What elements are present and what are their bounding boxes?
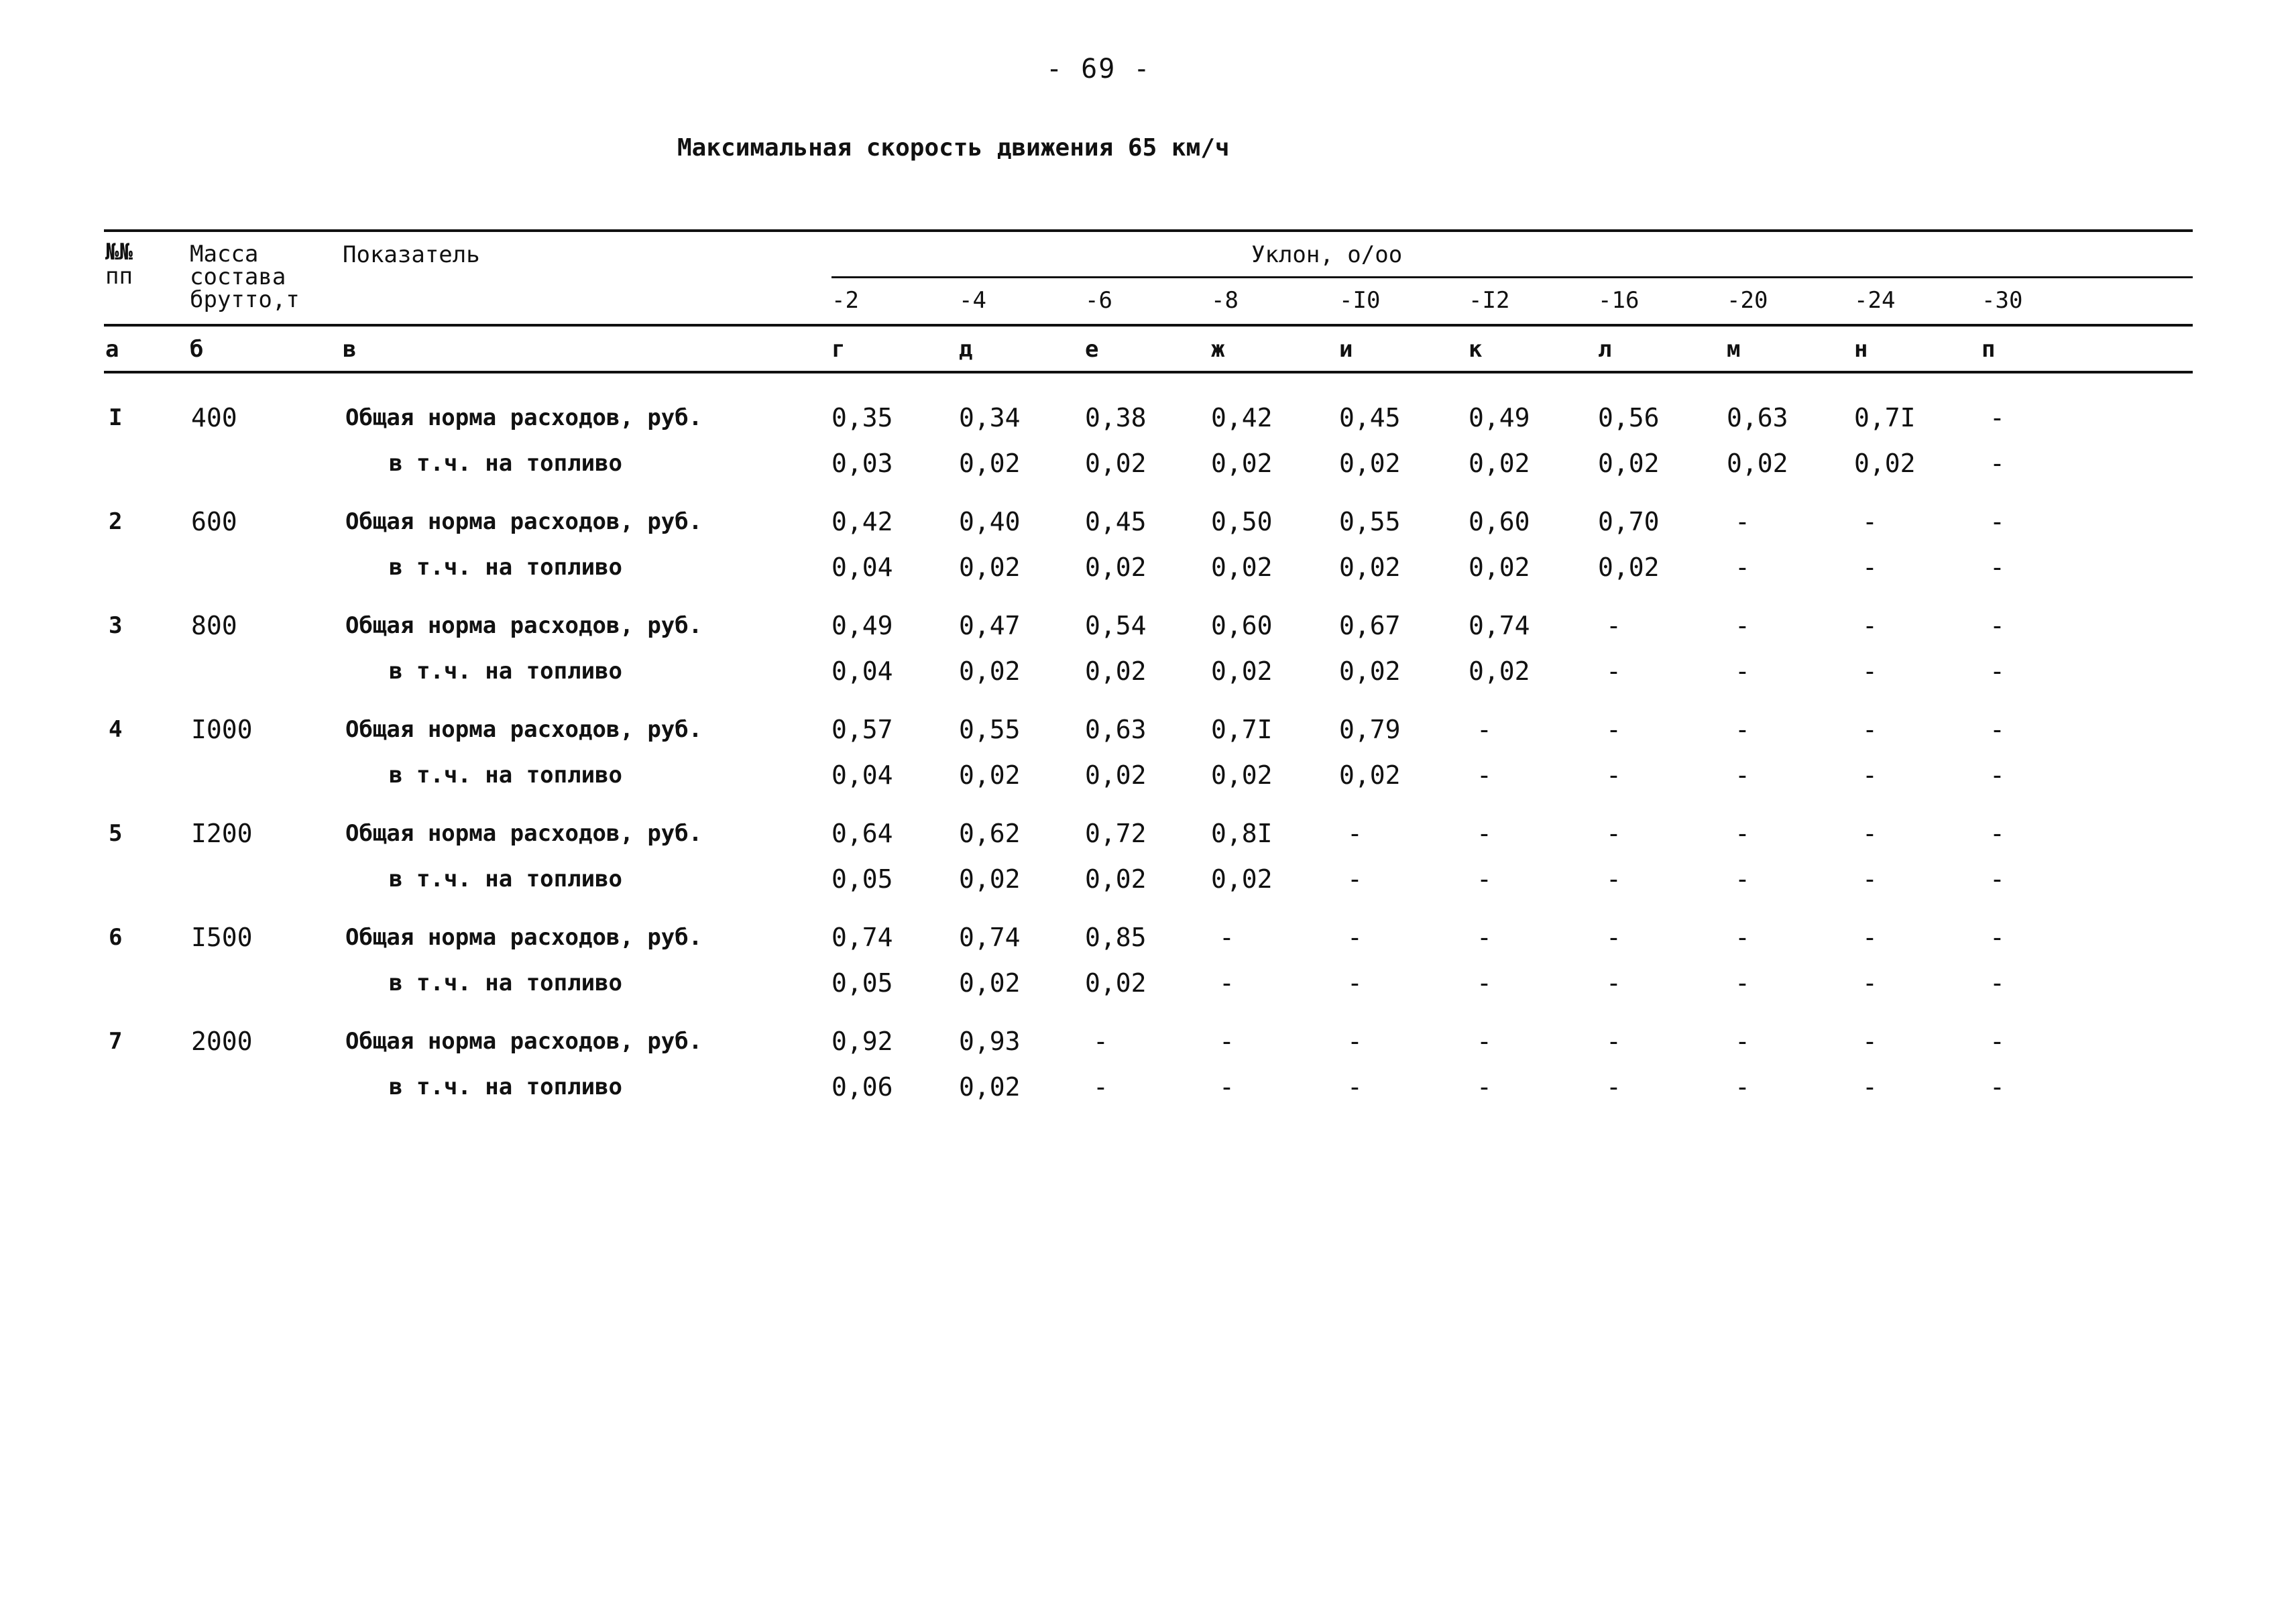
slope-header-9: -30 <box>1982 287 2023 314</box>
row-fuel-label: в т.ч. на топливо <box>389 970 622 996</box>
total-value: 0,67 <box>1339 611 1401 640</box>
total-value: 0,34 <box>959 403 1021 432</box>
fuel-value: 0,04 <box>831 553 893 582</box>
fuel-value: 0,02 <box>1469 553 1530 582</box>
total-value: - <box>1862 507 1878 536</box>
fuel-value: 0,02 <box>959 656 1021 686</box>
fuel-value: - <box>1219 968 1235 998</box>
total-value: - <box>1735 819 1750 848</box>
fuel-value: 0,05 <box>831 864 893 894</box>
row-fuel-label: в т.ч. на топливо <box>389 762 622 789</box>
fuel-value: 0,02 <box>1339 553 1401 582</box>
fuel-value: - <box>1606 968 1621 998</box>
row-fuel-label: в т.ч. на топливо <box>389 450 622 477</box>
total-value: - <box>1990 923 2005 952</box>
row-number: I <box>109 404 123 431</box>
fuel-value: - <box>1606 1072 1621 1102</box>
slope-header-5: -I2 <box>1469 287 1510 314</box>
total-value: 0,79 <box>1339 715 1401 744</box>
row-mass: 400 <box>191 403 237 432</box>
column-letter-9: л <box>1598 336 1612 363</box>
slope-header-8: -24 <box>1854 287 1896 314</box>
column-letter-6: ж <box>1211 336 1225 363</box>
fuel-value: - <box>1862 553 1878 582</box>
header-num: №№ пп <box>105 239 133 290</box>
fuel-value: 0,02 <box>1598 449 1660 478</box>
total-value: - <box>1990 403 2005 432</box>
total-value: 0,42 <box>1211 403 1273 432</box>
total-value: 0,55 <box>1339 507 1401 536</box>
total-value: - <box>1862 1027 1878 1056</box>
total-value: 0,35 <box>831 403 893 432</box>
total-value: 0,85 <box>1085 923 1147 952</box>
fuel-value: 0,02 <box>1211 864 1273 894</box>
row-total-label: Общая норма расходов, руб. <box>345 924 703 951</box>
total-value: 0,74 <box>1469 611 1530 640</box>
total-value: - <box>1990 715 2005 744</box>
total-value: - <box>1477 1027 1492 1056</box>
fuel-value: 0,02 <box>1085 449 1147 478</box>
row-fuel-label: в т.ч. на топливо <box>389 554 622 581</box>
row-total-label: Общая норма расходов, руб. <box>345 612 703 639</box>
fuel-value: 0,02 <box>1727 449 1788 478</box>
fuel-value: 0,02 <box>1085 864 1147 894</box>
fuel-value: - <box>1862 656 1878 686</box>
header-bottom-rule <box>104 324 2193 327</box>
column-letter-12: п <box>1982 336 1996 363</box>
total-value: 0,62 <box>959 819 1021 848</box>
total-value: - <box>1347 819 1363 848</box>
fuel-value: 0,02 <box>959 1072 1021 1102</box>
total-value: 0,49 <box>831 611 893 640</box>
total-value: 0,63 <box>1085 715 1147 744</box>
fuel-value: - <box>1735 1072 1750 1102</box>
column-letter-8: к <box>1469 336 1483 363</box>
fuel-value: 0,02 <box>959 864 1021 894</box>
fuel-value: 0,02 <box>1854 449 1916 478</box>
row-mass: 800 <box>191 611 237 640</box>
fuel-value: - <box>1606 760 1621 790</box>
row-number: 5 <box>109 820 123 847</box>
fuel-value: 0,02 <box>959 553 1021 582</box>
fuel-value: 0,04 <box>831 760 893 790</box>
fuel-value: 0,02 <box>1211 553 1273 582</box>
row-number: 7 <box>109 1028 123 1055</box>
fuel-value: 0,02 <box>1085 968 1147 998</box>
total-value: 0,42 <box>831 507 893 536</box>
fuel-value: - <box>1990 1072 2005 1102</box>
column-letter-2: в <box>343 336 357 363</box>
fuel-value: - <box>1862 968 1878 998</box>
row-total-label: Общая норма расходов, руб. <box>345 820 703 847</box>
fuel-value: 0,02 <box>1211 449 1273 478</box>
header-slope: Уклон, о/оо <box>1251 241 1403 268</box>
fuel-value: - <box>1347 864 1363 894</box>
fuel-value: - <box>1477 864 1492 894</box>
fuel-value: - <box>1606 656 1621 686</box>
row-total-label: Общая норма расходов, руб. <box>345 716 703 743</box>
total-value: 0,57 <box>831 715 893 744</box>
total-value: - <box>1477 923 1492 952</box>
total-value: 0,40 <box>959 507 1021 536</box>
fuel-value: 0,02 <box>1469 656 1530 686</box>
row-total-label: Общая норма расходов, руб. <box>345 508 703 535</box>
fuel-value: - <box>1990 449 2005 478</box>
row-mass: 600 <box>191 507 237 536</box>
total-value: 0,60 <box>1469 507 1530 536</box>
slope-header-1: -4 <box>959 287 986 314</box>
column-letter-5: е <box>1085 336 1099 363</box>
row-fuel-label: в т.ч. на топливо <box>389 1074 622 1100</box>
total-value: 0,92 <box>831 1027 893 1056</box>
fuel-value: - <box>1347 968 1363 998</box>
total-value: - <box>1990 611 2005 640</box>
fuel-value: - <box>1347 1072 1363 1102</box>
fuel-value: 0,02 <box>959 760 1021 790</box>
total-value: 0,45 <box>1085 507 1147 536</box>
fuel-value: 0,02 <box>1339 656 1401 686</box>
row-fuel-label: в т.ч. на топливо <box>389 658 622 685</box>
total-value: 0,63 <box>1727 403 1788 432</box>
total-value: - <box>1606 611 1621 640</box>
fuel-value: - <box>1735 553 1750 582</box>
total-value: - <box>1735 611 1750 640</box>
fuel-value: 0,02 <box>959 449 1021 478</box>
fuel-value: - <box>1990 968 2005 998</box>
slope-header-6: -16 <box>1598 287 1640 314</box>
header-indicator: Показатель <box>343 241 480 268</box>
total-value: - <box>1990 507 2005 536</box>
total-value: 0,47 <box>959 611 1021 640</box>
fuel-value: 0,02 <box>1339 760 1401 790</box>
fuel-value: - <box>1093 1072 1108 1102</box>
fuel-value: 0,02 <box>1211 656 1273 686</box>
total-value: 0,74 <box>959 923 1021 952</box>
row-mass: 2000 <box>191 1027 253 1056</box>
column-letter-3: г <box>831 336 846 363</box>
fuel-value: - <box>1862 1072 1878 1102</box>
fuel-value: 0,02 <box>1598 553 1660 582</box>
total-value: - <box>1990 819 2005 848</box>
total-value: 0,38 <box>1085 403 1147 432</box>
total-value: - <box>1990 1027 2005 1056</box>
slope-header-3: -8 <box>1211 287 1239 314</box>
total-value: - <box>1606 1027 1621 1056</box>
fuel-value: 0,02 <box>1085 656 1147 686</box>
total-value: 0,93 <box>959 1027 1021 1056</box>
total-value: - <box>1477 715 1492 744</box>
slope-header-4: -I0 <box>1339 287 1381 314</box>
total-value: - <box>1862 611 1878 640</box>
total-value: - <box>1477 819 1492 848</box>
fuel-value: - <box>1735 656 1750 686</box>
row-mass: I000 <box>191 715 253 744</box>
fuel-value: - <box>1735 968 1750 998</box>
total-value: 0,70 <box>1598 507 1660 536</box>
fuel-value: 0,02 <box>1211 760 1273 790</box>
total-value: - <box>1735 507 1750 536</box>
total-value: 0,49 <box>1469 403 1530 432</box>
total-value: - <box>1606 715 1621 744</box>
fuel-value: 0,02 <box>1085 553 1147 582</box>
slope-header-0: -2 <box>831 287 859 314</box>
row-fuel-label: в т.ч. на топливо <box>389 866 622 892</box>
total-value: - <box>1862 923 1878 952</box>
total-value: - <box>1606 923 1621 952</box>
total-value: 0,56 <box>1598 403 1660 432</box>
fuel-value: - <box>1862 760 1878 790</box>
fuel-value: - <box>1735 760 1750 790</box>
column-letter-4: д <box>959 336 973 363</box>
total-value: - <box>1735 715 1750 744</box>
fuel-value: 0,04 <box>831 656 893 686</box>
row-total-label: Общая норма расходов, руб. <box>345 1028 703 1055</box>
total-value: 0,60 <box>1211 611 1273 640</box>
page-number: - 69 - <box>1046 54 1151 84</box>
total-value: - <box>1347 1027 1363 1056</box>
column-letter-11: н <box>1854 336 1868 363</box>
total-value: - <box>1219 1027 1235 1056</box>
fuel-value: 0,03 <box>831 449 893 478</box>
total-value: - <box>1093 1027 1108 1056</box>
total-value: - <box>1735 923 1750 952</box>
page-title: Максимальная скорость движения 65 км/ч <box>677 134 1230 162</box>
row-number: 2 <box>109 508 123 535</box>
fuel-value: 0,02 <box>1469 449 1530 478</box>
fuel-value: 0,02 <box>1339 449 1401 478</box>
fuel-value: - <box>1219 1072 1235 1102</box>
slope-header-rule <box>831 276 2193 278</box>
fuel-value: 0,02 <box>1085 760 1147 790</box>
fuel-value: - <box>1990 760 2005 790</box>
total-value: 0,45 <box>1339 403 1401 432</box>
fuel-value: - <box>1477 968 1492 998</box>
total-value: - <box>1606 819 1621 848</box>
fuel-value: - <box>1606 864 1621 894</box>
fuel-value: 0,05 <box>831 968 893 998</box>
column-letter-7: и <box>1339 336 1353 363</box>
row-number: 3 <box>109 612 123 639</box>
total-value: 0,72 <box>1085 819 1147 848</box>
total-value: - <box>1219 923 1235 952</box>
total-value: - <box>1735 1027 1750 1056</box>
slope-header-2: -6 <box>1085 287 1112 314</box>
total-value: - <box>1862 819 1878 848</box>
total-value: 0,55 <box>959 715 1021 744</box>
total-value: 0,8I <box>1211 819 1273 848</box>
total-value: 0,64 <box>831 819 893 848</box>
total-value: - <box>1347 923 1363 952</box>
table-top-rule <box>104 229 2193 232</box>
fuel-value: - <box>1735 864 1750 894</box>
letters-bottom-rule <box>104 371 2193 373</box>
total-value: 0,54 <box>1085 611 1147 640</box>
fuel-value: - <box>1990 656 2005 686</box>
total-value: 0,7I <box>1854 403 1916 432</box>
total-value: 0,7I <box>1211 715 1273 744</box>
row-mass: I200 <box>191 819 253 848</box>
slope-header-7: -20 <box>1727 287 1768 314</box>
column-letter-10: м <box>1727 336 1741 363</box>
column-letter-0: а <box>105 336 119 363</box>
fuel-value: - <box>1990 553 2005 582</box>
fuel-value: - <box>1477 760 1492 790</box>
row-total-label: Общая норма расходов, руб. <box>345 404 703 431</box>
total-value: 0,50 <box>1211 507 1273 536</box>
fuel-value: 0,02 <box>959 968 1021 998</box>
row-number: 4 <box>109 716 123 743</box>
fuel-value: - <box>1862 864 1878 894</box>
row-mass: I500 <box>191 923 253 952</box>
header-mass: Масса состава брутто,т <box>190 241 300 313</box>
fuel-value: - <box>1477 1072 1492 1102</box>
fuel-value: - <box>1990 864 2005 894</box>
total-value: - <box>1862 715 1878 744</box>
total-value: 0,74 <box>831 923 893 952</box>
row-number: 6 <box>109 924 123 951</box>
fuel-value: 0,06 <box>831 1072 893 1102</box>
column-letter-1: б <box>190 336 204 363</box>
